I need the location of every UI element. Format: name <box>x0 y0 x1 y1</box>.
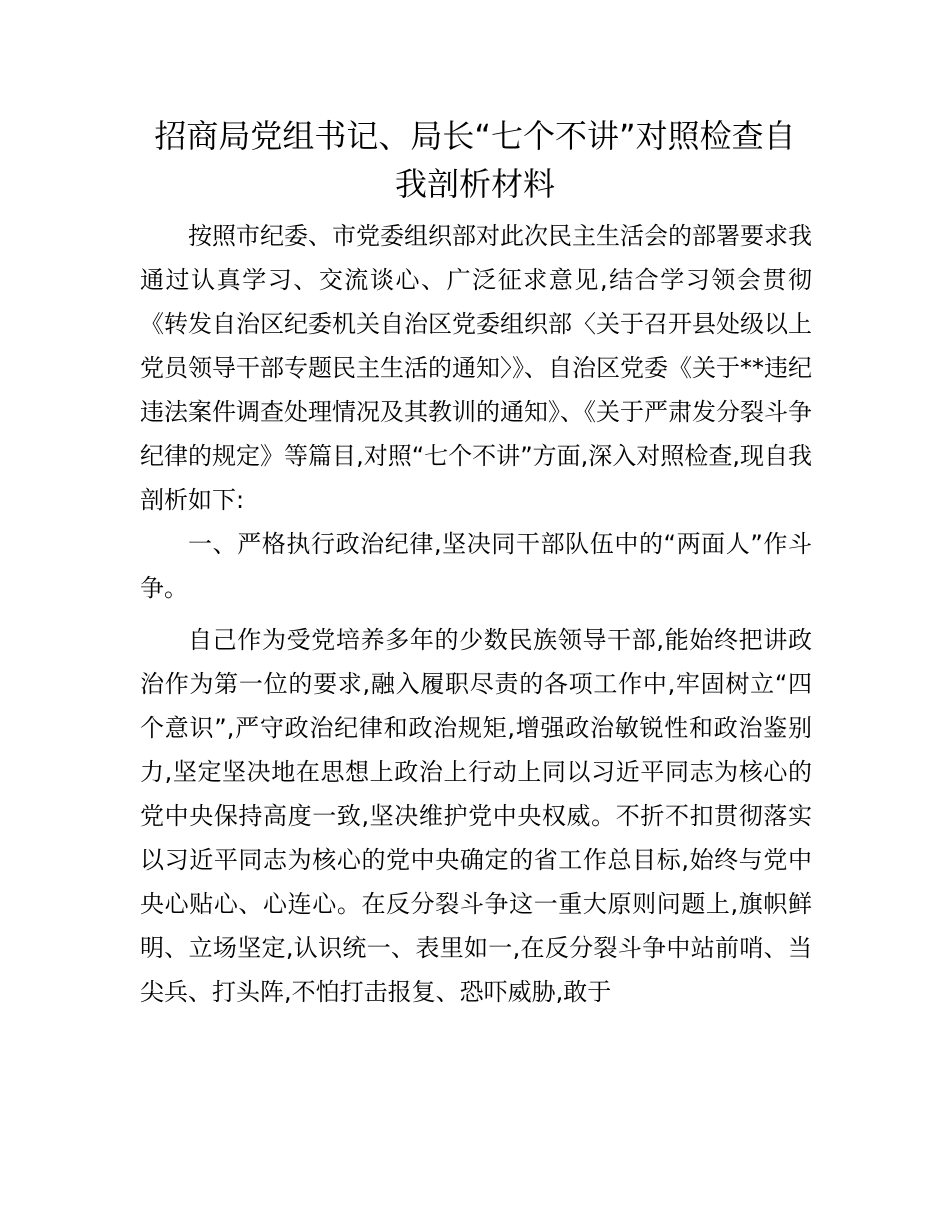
paragraph-body: 自己作为受党培养多年的少数民族领导干部,能始终把讲政治作为第一位的要求,融入履职尽责的各项工作中,牢固树立“四个意识”,严守政治纪律和政治规矩,增强政治敏锐性和政治鉴别力,坚定坚决地在思想上政治上行动上同以习近平同志为核心的党中央保持高度一致,坚决维护党中央权威。不折不扣贯彻落实以习近平同志为核心的党中央确定的省工作总目标,始终与党中央心贴心、心连心。在反分裂斗争这一重大原则问题上,旗帜鲜明、立场坚定,认识统一、表里如一,在反分裂斗争中站前哨、当尖兵、打头阵,不怕打击报复、恐吓威胁,敢于 <box>140 626 812 1006</box>
paragraph-intro: 按照市纪委、市党委组织部对此次民主生活会的部署要求我通过认真学习、交流谈心、广泛征求意见,结合学习领会贯彻《转发自治区纪委机关自治区党委组织部〈关于召开县处级以上党员领导干部专题民主生活的通知〉》、自治区党委《关于**违纪违法案件调查处理情况及其教训的通知》、《关于严肃发分裂斗争纪律的规定》等篇目,对照“七个不讲”方面,深入对照检查,现自我剖析如下: <box>140 222 812 514</box>
document-title: 招商局党组书记、局长“七个不讲”对照检查自我剖析材料 <box>154 117 796 203</box>
paragraph-section-heading: 一、严格执行政治纪律,坚决同干部队伍中的“两面人”作斗争。 <box>140 530 812 602</box>
